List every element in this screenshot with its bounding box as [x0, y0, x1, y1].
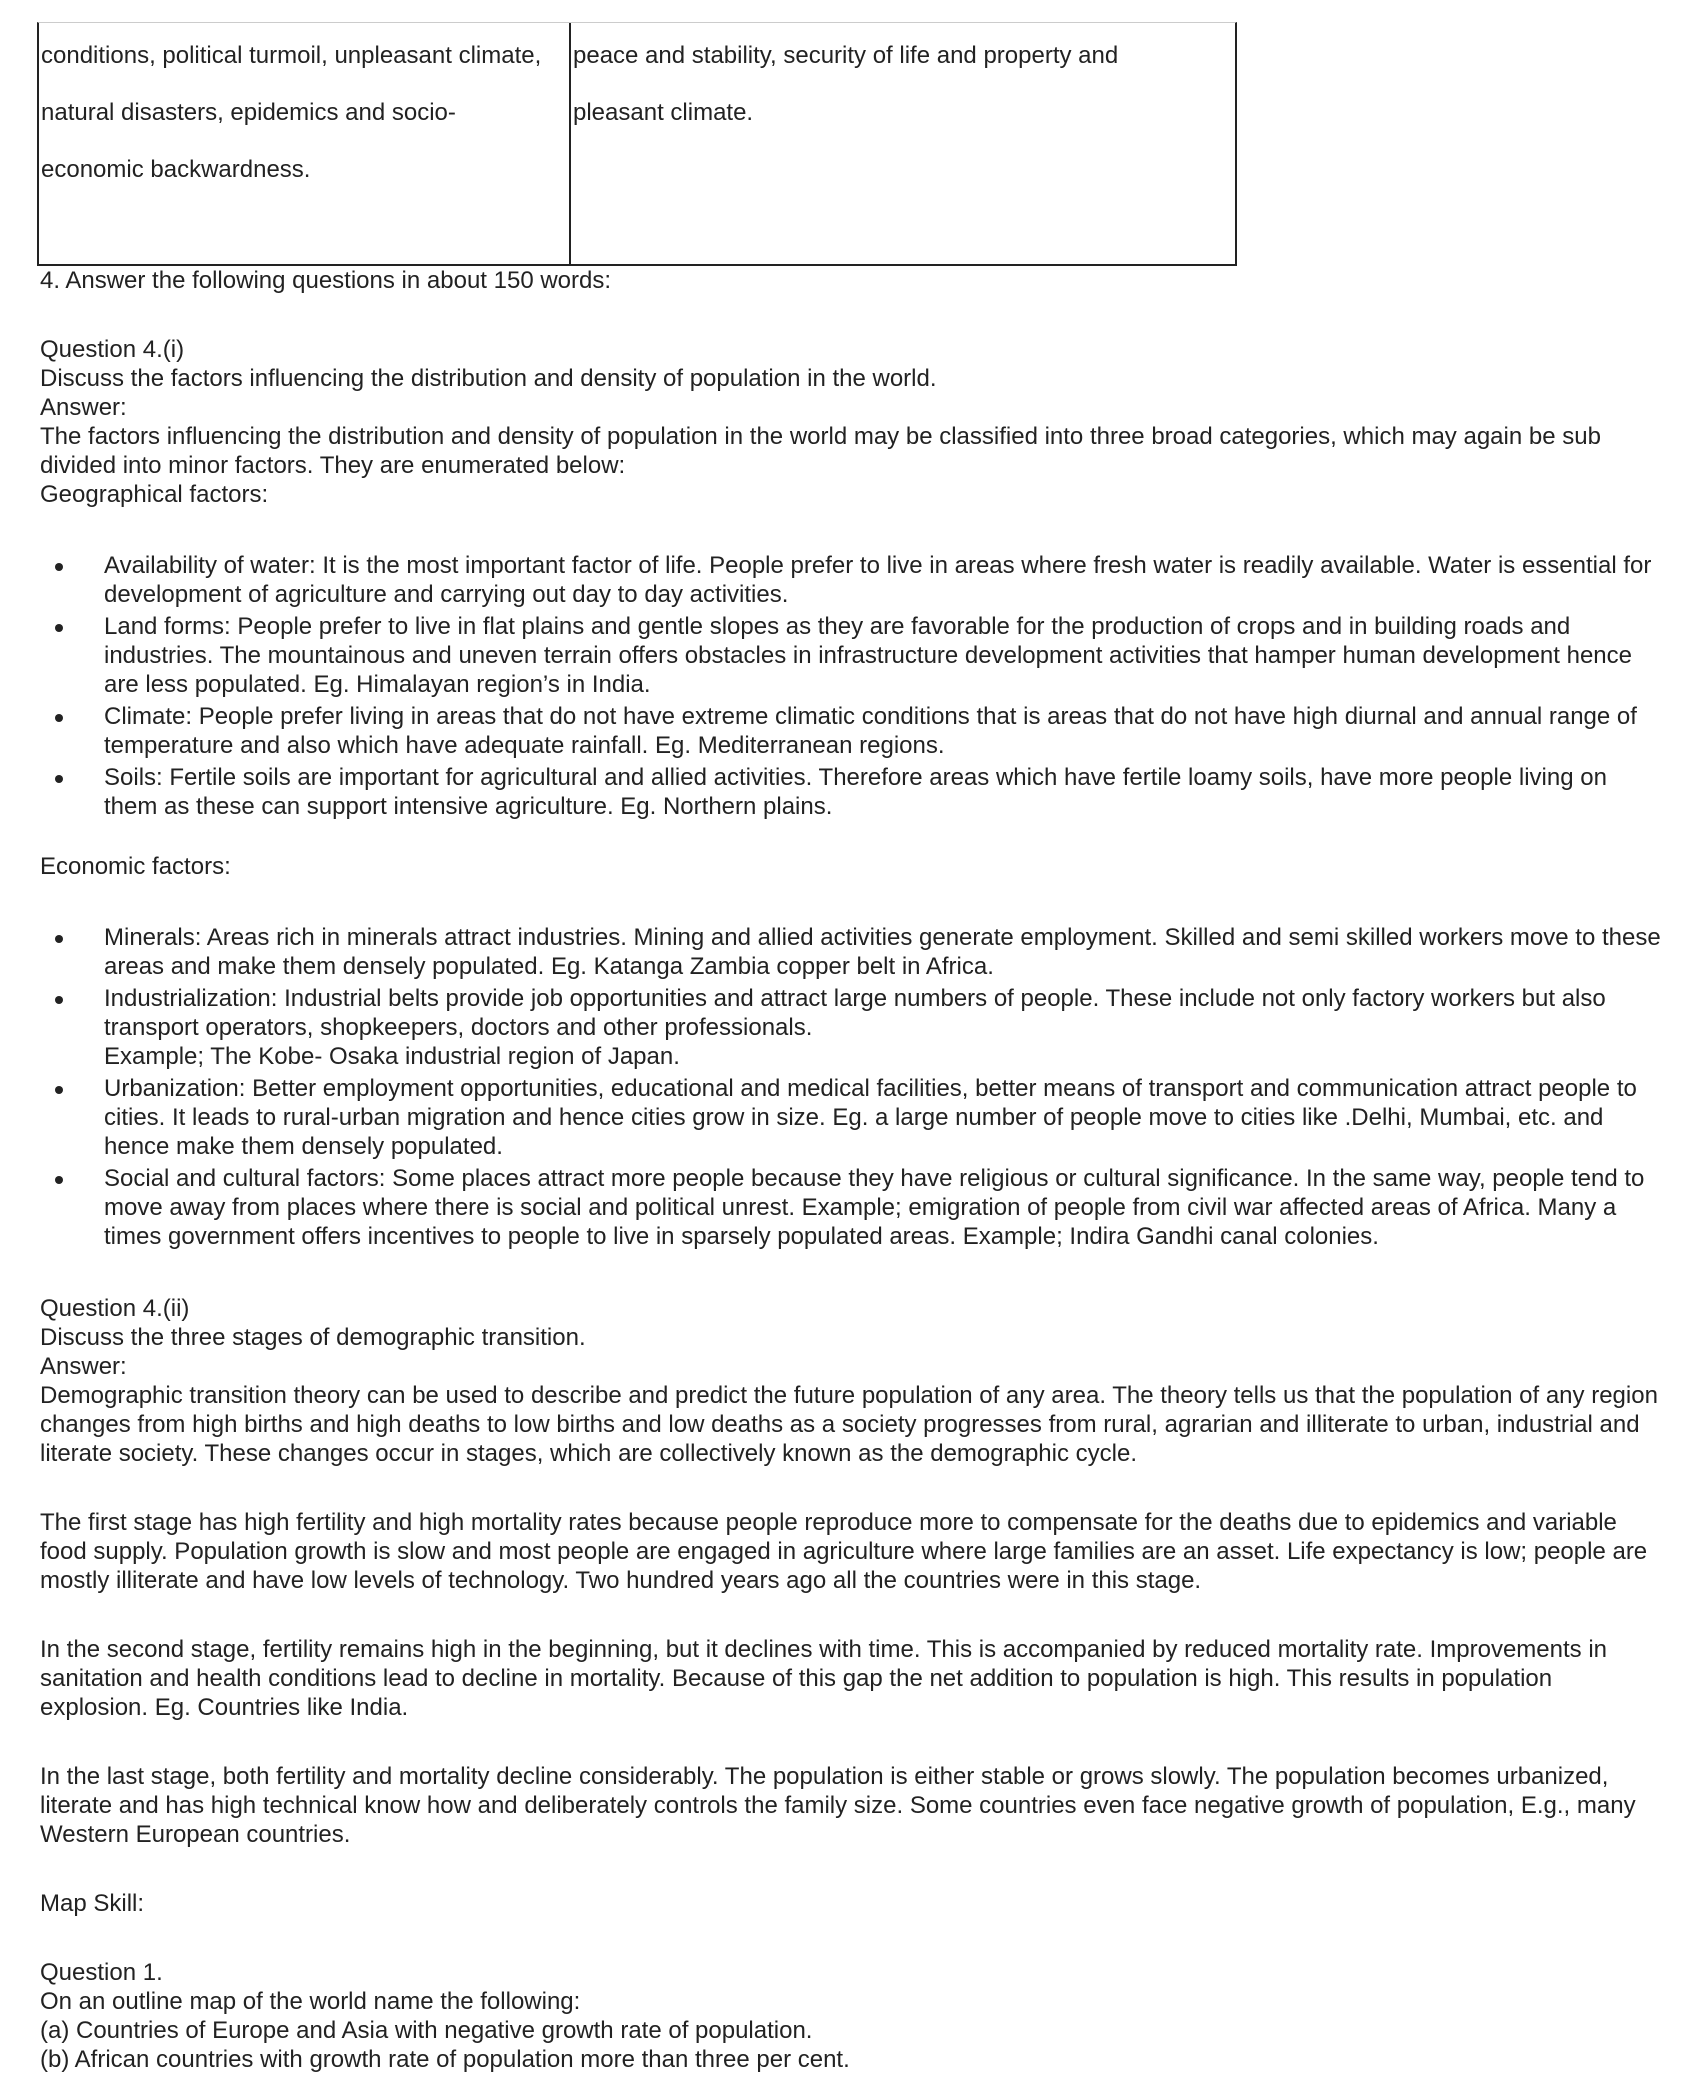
table-cell-left	[39, 23, 571, 264]
question-label: Question 1.	[40, 1959, 163, 1986]
geographical-factors-list	[40, 551, 1665, 821]
table-right-line: peace and stability, security of life and property and	[573, 42, 1119, 69]
list-item: Social and cultural factors: Some places attract more people because they have religious or cultural significance. In the same way, people tend to move away from places where there is social and political unrest. Example; emigration of people from civil war affected areas of Africa. Many a times government offers incentives to people to live in sparsely populated areas. Example; Indira Gandhi canal colonies.	[40, 1164, 1665, 1251]
section-heading: 4. Answer the following questions in about 150 words:	[40, 267, 612, 294]
list-item: Urbanization: Better employment opportunities, educational and medical facilities, better means of transport and communication attract people to cities. It leads to rural-urban migration and hence cities grow in size. Eg. a large number of people move to cities like .Delhi, Mumbai, etc. and hence make them densely populated.	[40, 1074, 1665, 1161]
subheading-economic: Economic factors:	[40, 853, 231, 880]
table-cell-right	[571, 23, 1235, 264]
bullet-icon	[55, 775, 63, 783]
list-item-example: Example; The Kobe- Osaka industrial region of Japan.	[104, 1043, 680, 1070]
map-skill-heading: Map Skill:	[40, 1890, 145, 1917]
table-left-line: natural disasters, epidemics and socio-	[41, 99, 456, 126]
bullet-icon	[55, 996, 63, 1004]
list-item: Industrialization: Industrial belts provide job opportunities and attract large numbers of people. These include not only factory workers but also transport operators, shopkeepers, doctors and other professionals. Example; The Kobe- Osaka industrial region of Japan.	[40, 984, 1665, 1071]
bullet-icon	[55, 714, 63, 722]
question-label: Question 4.(ii)	[40, 1295, 190, 1322]
bullet-icon	[55, 1176, 63, 1184]
map-task-item: (b) African countries with growth rate of population more than three per cent.	[40, 2046, 850, 2073]
answer-intro: The factors influencing the distribution and density of population in the world may be classified into three broad categories, which may again be sub divided into minor factors. They are enumerated below:	[40, 423, 1601, 479]
bullet-icon	[55, 624, 63, 632]
list-item: Minerals: Areas rich in minerals attract industries. Mining and allied activities generate employment. Skilled and semi skilled workers move to these areas and make them densely populated. Eg. Katanga Zambia copper belt in Africa.	[40, 923, 1665, 981]
answer-label: Answer:	[40, 1353, 127, 1380]
bullet-icon	[55, 563, 63, 571]
list-item: Climate: People prefer living in areas that do not have extreme climatic conditions that is areas that do not have high diurnal and annual range of temperature and also which have adequate rainfall. Eg. Mediterranean regions.	[40, 702, 1665, 760]
map-task-item: (a) Countries of Europe and Asia with negative growth rate of population.	[40, 2017, 813, 2044]
list-item: Land forms: People prefer to live in flat plains and gentle slopes as they are favorable for the production of crops and in building roads and industries. The mountainous and uneven terrain offers obstacles in infrastructure development activities that hamper human development hence are less populated. Eg. Himalayan region’s in India.	[40, 612, 1665, 699]
subheading-geographical: Geographical factors:	[40, 481, 269, 508]
list-item: Soils: Fertile soils are important for agricultural and allied activities. Therefore areas which have fertile loamy soils, have more people living on them as these can support intensive agriculture. Eg. Northern plains.	[40, 763, 1665, 821]
question-text: Discuss the factors influencing the distribution and density of population in the world.	[40, 365, 937, 392]
list-item: Availability of water: It is the most important factor of life. People prefer to live in areas where fresh water is readily available. Water is essential for development of agriculture and carrying out day to day activities.	[40, 551, 1665, 609]
answer-paragraph: The first stage has high fertility and high mortality rates because people reproduce more to compensate for the deaths due to epidemics and variable food supply. Population growth is slow and most people are engaged in agriculture where large families are an asset. Life expectancy is low; people are mostly illiterate and have low levels of technology. Two hundred years ago all the countries were in this stage.	[40, 1509, 1648, 1594]
bullet-icon	[55, 1086, 63, 1094]
answer-label: Answer:	[40, 394, 127, 421]
answer-paragraph: Demographic transition theory can be used to describe and predict the future population of any area. The theory tells us that the population of any region changes from high births and high deaths to low births and low deaths as a society progresses from rural, agrarian and illiterate to urban, industrial and literate society. These changes occur in stages, which are collectively known as the demographic cycle.	[40, 1382, 1658, 1467]
question-label: Question 4.(i)	[40, 336, 185, 363]
comparison-table-fragment	[37, 22, 1237, 266]
question-text: On an outline map of the world name the following:	[40, 1988, 581, 2015]
document-body	[40, 266, 1665, 2074]
answer-paragraph: In the second stage, fertility remains high in the beginning, but it declines with time. This is accompanied by reduced mortality rate. Improvements in sanitation and health conditions lead to decline in mortality. Because of this gap the net addition to population is high. This results in population explosion. Eg. Countries like India.	[40, 1636, 1608, 1721]
answer-paragraph: In the last stage, both fertility and mortality decline considerably. The population is either stable or grows slowly. The population becomes urbanized, literate and has high technical know how and deliberately controls the family size. Some countries even face negative growth of population, E.g., many Western European countries.	[40, 1763, 1636, 1848]
table-right-line: pleasant climate.	[573, 99, 754, 126]
question-text: Discuss the three stages of demographic transition.	[40, 1324, 586, 1351]
table-left-line: conditions, political turmoil, unpleasant climate,	[41, 42, 542, 69]
table-left-line: economic backwardness.	[41, 156, 311, 183]
economic-factors-list	[40, 923, 1665, 1251]
bullet-icon	[55, 935, 63, 943]
